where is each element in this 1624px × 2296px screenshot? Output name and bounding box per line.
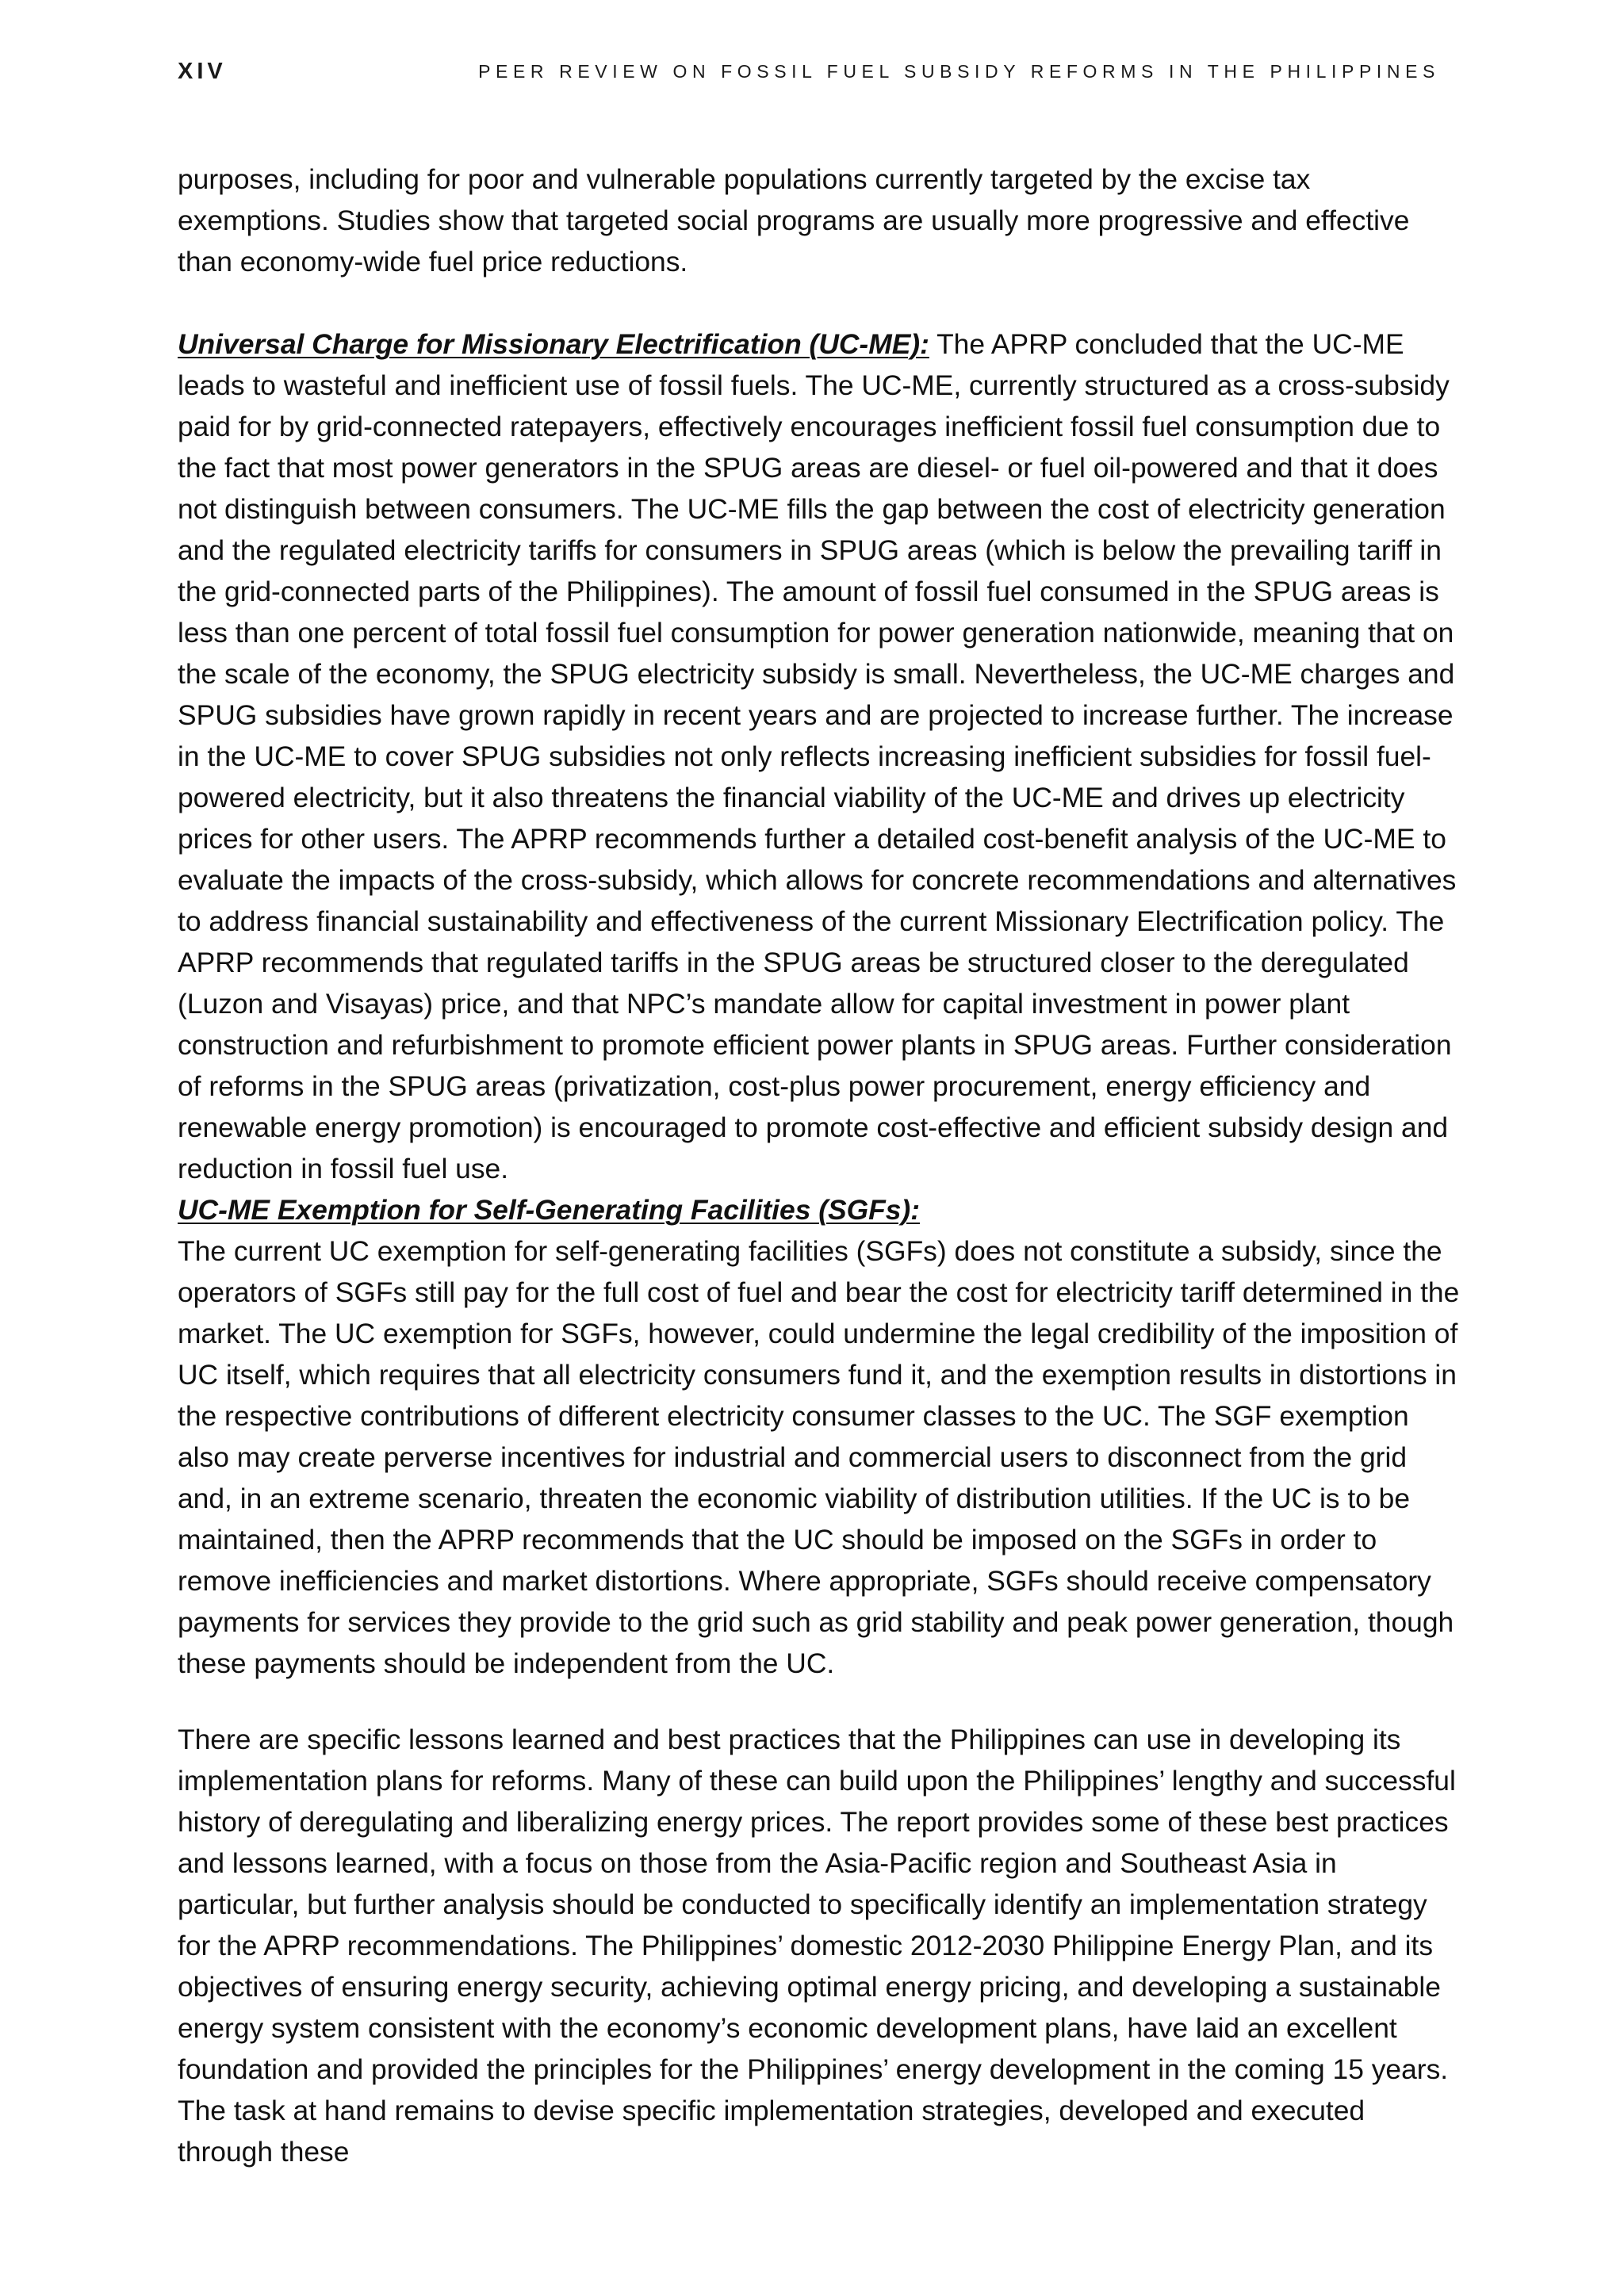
running-header xyxy=(178,55,1440,87)
running-title: PEER REVIEW ON FOSSIL FUEL SUBSIDY REFORMS IN THE PHILIPPINES xyxy=(478,60,1440,82)
sgf-heading: UC-ME Exemption for Self-Generating Facilities (SGFs): xyxy=(178,1194,921,1226)
ucme-text: The APRP concluded that the UC-ME leads to wasteful and inefficient use of fossil fuels. The UC-ME, currently structured as a cross-subsidy paid for by grid-connected ratepayers, effectively encourages inefficient fossil fuel consumption due to the fact that most power generators in the SPUG areas are diesel- or fuel oil-powered and that it does not distinguish between consumers. The UC-ME fills the gap between the cost of electricity generation and the regulated electricity tariffs for consumers in SPUG areas (which is below the prevailing tariff in the grid-connected parts of the Philippines). The amount of fossil fuel consumed in the SPUG areas is less than one percent of total fossil fuel consumption for power generation nationwide, meaning that on the scale of the economy, the SPUG electricity subsidy is small. Nevertheless, the UC-ME charges and SPUG subsidies have grown rapidly in recent years and are projected to increase further. The increase in the UC-ME to cover SPUG subsidies not only reflects increasing inefficient subsidies for fossil fuel-powered electricity, but it also threatens the financial viability of the UC-ME and drives up electricity prices for other users. The APRP recommends further a detailed cost-benefit analysis of the UC-ME to evaluate the impacts of the cross-subsidy, which allows for concrete recommendations and alternatives to address financial sustainability and effectiveness of the current Missionary Electrification policy. The APRP recommends that regulated tariffs in the SPUG areas be structured closer to the deregulated (Luzon and Visayas) price, and that NPC’s mandate allow for capital investment in power plant construction and refurbishment to promote efficient power plants in SPUG areas. Further consideration of reforms in the SPUG areas (privatization, cost-plus power procurement, energy efficiency and renewable energy promotion) is encouraged to promote cost-effective and efficient subsidy design and reduction in fossil fuel use. xyxy=(178,328,1457,1184)
body-text xyxy=(178,159,1462,2172)
closing-paragraph: There are specific lessons learned and best practices that the Philippines can use in developing its implementation plans for reforms. Many of these can build upon the Philippines’ lengthy and successful history of deregulating and liberalizing energy prices. The report provides some of these best practices and lessons learned, with a focus on those from the Asia-Pacific region and Southeast Asia in particular, but further analysis should be conducted to specifically identify an implementation strategy for the APRP recommendations. The Philippines’ domestic 2012-2030 Philippine Energy Plan, and its objectives of ensuring energy security, achieving optimal energy pricing, and developing a sustainable energy system consistent with the economy’s economic development plans, have laid an excellent foundation and provided the principles for the Philippines’ energy development in the coming 15 years. The task at hand remains to devise specific implementation strategies, developed and executed through these xyxy=(178,1724,1456,2168)
ucme-heading: Universal Charge for Missionary Electrification (UC-ME): xyxy=(178,328,929,360)
sgf-paragraph: The current UC exemption for self-generating facilities (SGFs) does not constitute a subsidy, since the operators of SGFs still pay for the full cost of fuel and bear the cost for electricity tariff determined in the market. The UC exemption for SGFs, however, could undermine the legal credibility of the imposition of UC itself, which requires that all electricity consumers fund it, and the exemption results in distortions in the respective contributions of different electricity consumer classes to the UC. The SGF exemption also may create perverse incentives for industrial and commercial users to disconnect from the grid and, in an extreme scenario, threaten the economic viability of distribution utilities. If the UC is to be maintained, then the APRP recommends that the UC should be imposed on the SGFs in order to remove inefficiencies and market distortions. Where appropriate, SGFs should receive compensatory payments for services they provide to the grid such as grid stability and peak power generation, though these payments should be independent from the UC. xyxy=(178,1235,1460,1679)
ucme-paragraph xyxy=(178,323,1462,1189)
page-number: XIV xyxy=(178,58,227,84)
intro-paragraph: purposes, including for poor and vulnerable populations currently targeted by the excise tax exemptions. Studies show that targeted social programs are usually more progressive and effective than economy-wide fuel price reductions. xyxy=(178,163,1410,277)
